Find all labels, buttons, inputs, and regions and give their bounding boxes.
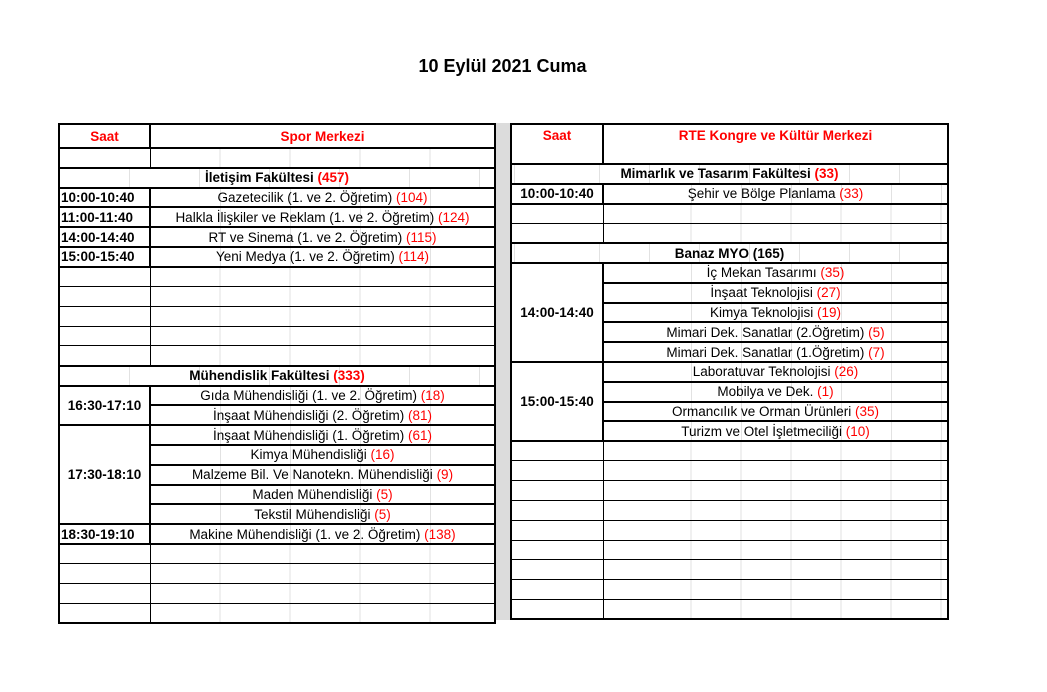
empty-row: [511, 461, 948, 481]
course-cell: [150, 524, 495, 544]
empty-row: [59, 346, 495, 366]
right-header-row: [511, 124, 948, 164]
course-cell: [603, 362, 948, 382]
course-count: (1): [813, 384, 834, 400]
course-cell: [603, 402, 948, 422]
empty-venue-cell: [603, 481, 948, 501]
course-cell: [603, 342, 948, 362]
course-count: (114): [394, 249, 430, 265]
section-count: (165): [748, 245, 785, 261]
course-cell: [150, 247, 495, 267]
course-row: [59, 188, 495, 208]
right-time-header: Saat: [511, 124, 603, 164]
left-table-container: [58, 123, 496, 624]
section-row: [511, 164, 948, 184]
empty-time-cell: [511, 520, 603, 540]
empty-row: [511, 501, 948, 521]
course-row: [59, 227, 495, 247]
course-cell: [150, 445, 495, 465]
course-row: [59, 386, 495, 406]
section-row: [59, 168, 495, 188]
time-cell: 18:30-19:10: [59, 524, 150, 544]
empty-time-cell: [511, 560, 603, 580]
time-cell: 15:00-15:40: [59, 247, 150, 267]
right-schedule-table: [510, 123, 949, 620]
empty-time-cell: [59, 564, 150, 584]
empty-time-cell: [511, 441, 603, 461]
time-cell: 10:00-10:40: [59, 188, 150, 208]
course-name: İnşaat Mühendisliği (2. Öğretim): [212, 407, 405, 423]
empty-row: [59, 326, 495, 346]
time-cell: 14:00-14:40: [59, 227, 150, 247]
empty-row: [59, 306, 495, 326]
section-header-cell: [511, 243, 948, 263]
empty-row: [59, 148, 495, 168]
empty-row: [59, 584, 495, 604]
section-label: Banaz MYO: [674, 245, 749, 261]
empty-venue-cell: [150, 148, 495, 168]
left-header-row: [59, 124, 495, 148]
course-cell: [603, 421, 948, 441]
empty-row: [59, 603, 495, 623]
course-cell: [603, 263, 948, 283]
empty-row: [511, 600, 948, 620]
left-schedule-table: [58, 123, 496, 624]
course-row: [511, 263, 948, 283]
course-name: Kimya Mühendisliği: [250, 447, 367, 463]
table-separator: [494, 123, 510, 620]
course-cell: [150, 405, 495, 425]
time-cell: 16:30-17:10: [59, 386, 150, 426]
empty-venue-cell: [150, 603, 495, 623]
course-cell: [150, 465, 495, 485]
course-count: (115): [402, 229, 437, 245]
empty-row: [511, 580, 948, 600]
course-count: (5): [864, 324, 885, 340]
empty-row: [511, 223, 948, 243]
time-cell: 11:00-11:40: [59, 207, 150, 227]
course-row: [59, 425, 495, 445]
empty-venue-cell: [603, 580, 948, 600]
course-name: Halkla İlişkiler ve Reklam (1. ve 2. Öğretim): [175, 209, 435, 225]
empty-venue-cell: [603, 501, 948, 521]
course-name: Laboratuvar Teknolojisi: [692, 364, 831, 380]
course-cell: [150, 207, 495, 227]
course-count: (5): [370, 506, 391, 522]
course-name: Gazetecilik (1. ve 2. Öğretim): [217, 189, 393, 205]
empty-venue-cell: [150, 346, 495, 366]
course-cell: [150, 188, 495, 208]
left-table-body: [59, 148, 495, 623]
section-header-cell: [59, 366, 495, 386]
course-count: (81): [404, 407, 433, 423]
empty-row: [59, 544, 495, 564]
course-count: (124): [434, 209, 470, 225]
empty-venue-cell: [150, 584, 495, 604]
empty-row: [59, 564, 495, 584]
course-count: (7): [864, 344, 885, 360]
empty-time-cell: [59, 584, 150, 604]
course-name: Malzeme Bil. Ve Nanotekn. Mühendisliği: [191, 467, 433, 483]
course-count: (26): [830, 364, 859, 380]
course-cell: [150, 227, 495, 247]
empty-time-cell: [511, 223, 603, 243]
course-cell: [603, 283, 948, 303]
course-cell: [603, 322, 948, 342]
course-count: (9): [432, 467, 454, 483]
course-row: [511, 184, 948, 204]
section-label: Mühendislik Fakültesi: [189, 368, 330, 384]
empty-venue-cell: [603, 204, 948, 224]
course-row: [511, 362, 948, 382]
empty-row: [59, 287, 495, 307]
course-name: Tekstil Mühendisliği: [254, 506, 371, 522]
empty-row: [511, 520, 948, 540]
empty-time-cell: [59, 346, 150, 366]
course-count: (35): [851, 403, 880, 419]
course-name: Makine Mühendisliği (1. ve 2. Öğretim): [189, 526, 421, 542]
empty-row: [511, 441, 948, 461]
empty-venue-cell: [603, 600, 948, 620]
empty-time-cell: [511, 204, 603, 224]
course-count: (19): [813, 304, 842, 320]
course-name: İç Mekan Tasarımı: [706, 265, 817, 281]
empty-venue-cell: [603, 540, 948, 560]
empty-time-cell: [59, 148, 150, 168]
course-row: [59, 524, 495, 544]
course-name: Turizm ve Otel İşletmeciliği: [681, 423, 842, 439]
course-count: (104): [392, 189, 428, 205]
course-count: (138): [420, 526, 456, 542]
empty-time-cell: [511, 580, 603, 600]
empty-time-cell: [59, 287, 150, 307]
empty-time-cell: [511, 600, 603, 620]
course-name: Yeni Medya (1. ve 2. Öğretim): [215, 249, 395, 265]
course-cell: [150, 386, 495, 406]
course-name: İnşaat Mühendisliği (1. Öğretim): [212, 427, 405, 443]
empty-venue-cell: [150, 267, 495, 287]
left-venue-header: Spor Merkezi: [150, 124, 495, 148]
empty-row: [511, 481, 948, 501]
course-name: Mimari Dek. Sanatlar (1.Öğretim): [666, 344, 865, 360]
course-row: [59, 247, 495, 267]
course-name: Mobilya ve Dek.: [717, 384, 814, 400]
course-count: (27): [812, 285, 841, 301]
section-count: (457): [313, 170, 350, 186]
course-cell: [603, 382, 948, 402]
empty-venue-cell: [150, 306, 495, 326]
section-label: İletişim Fakültesi: [204, 170, 314, 186]
empty-venue-cell: [150, 326, 495, 346]
course-name: RT ve Sinema (1. ve 2. Öğretim): [208, 229, 403, 245]
section-row: [59, 366, 495, 386]
course-count: (10): [842, 423, 870, 439]
course-row: [59, 207, 495, 227]
time-cell: 14:00-14:40: [511, 263, 603, 362]
empty-time-cell: [511, 481, 603, 501]
page-title: 10 Eylül 2021 Cuma: [418, 56, 587, 76]
course-cell: [150, 504, 495, 524]
course-cell: [603, 184, 948, 204]
course-name: İnşaat Teknolojisi: [710, 285, 813, 301]
right-table-container: [510, 123, 949, 620]
empty-venue-cell: [150, 287, 495, 307]
course-cell: [150, 485, 495, 505]
section-row: [511, 243, 948, 263]
course-count: (18): [417, 387, 445, 403]
course-cell: [150, 425, 495, 445]
empty-venue-cell: [150, 544, 495, 564]
empty-time-cell: [59, 544, 150, 564]
empty-row: [511, 204, 948, 224]
course-name: Şehir ve Bölge Planlama: [687, 186, 836, 202]
section-count: (333): [329, 368, 365, 384]
course-name: Mimari Dek. Sanatlar (2.Öğretim): [666, 324, 865, 340]
empty-venue-cell: [603, 520, 948, 540]
course-name: Maden Mühendisliği: [252, 486, 373, 502]
course-count: (16): [366, 447, 395, 463]
empty-time-cell: [511, 540, 603, 560]
right-table-body: [511, 164, 948, 619]
time-cell: 15:00-15:40: [511, 362, 603, 441]
course-name: Gıda Mühendisliği (1. ve 2. Öğretim): [200, 387, 418, 403]
course-cell: [603, 303, 948, 323]
empty-venue-cell: [603, 560, 948, 580]
time-cell: 10:00-10:40: [511, 184, 603, 204]
course-count: (5): [372, 486, 393, 502]
empty-row: [59, 267, 495, 287]
section-header-cell: [511, 164, 948, 184]
empty-row: [511, 560, 948, 580]
course-count: (33): [835, 186, 864, 202]
empty-time-cell: [59, 306, 150, 326]
right-venue-header: RTE Kongre ve Kültür Merkezi: [603, 124, 948, 164]
course-name: Kimya Teknolojisi: [709, 304, 814, 320]
empty-time-cell: [511, 501, 603, 521]
empty-time-cell: [59, 267, 150, 287]
empty-venue-cell: [603, 223, 948, 243]
empty-time-cell: [59, 603, 150, 623]
empty-row: [511, 540, 948, 560]
empty-venue-cell: [603, 461, 948, 481]
empty-venue-cell: [150, 564, 495, 584]
section-header-cell: [59, 168, 495, 188]
time-cell: 17:30-18:10: [59, 425, 150, 524]
empty-venue-cell: [603, 441, 948, 461]
course-count: (35): [816, 265, 845, 281]
left-time-header: Saat: [59, 124, 150, 148]
course-count: (61): [404, 427, 433, 443]
section-count: (33): [810, 166, 839, 182]
empty-time-cell: [511, 461, 603, 481]
empty-time-cell: [59, 326, 150, 346]
course-name: Ormancılık ve Orman Ürünleri: [671, 403, 852, 419]
section-label: Mimarlık ve Tasarım Fakültesi: [620, 166, 811, 182]
